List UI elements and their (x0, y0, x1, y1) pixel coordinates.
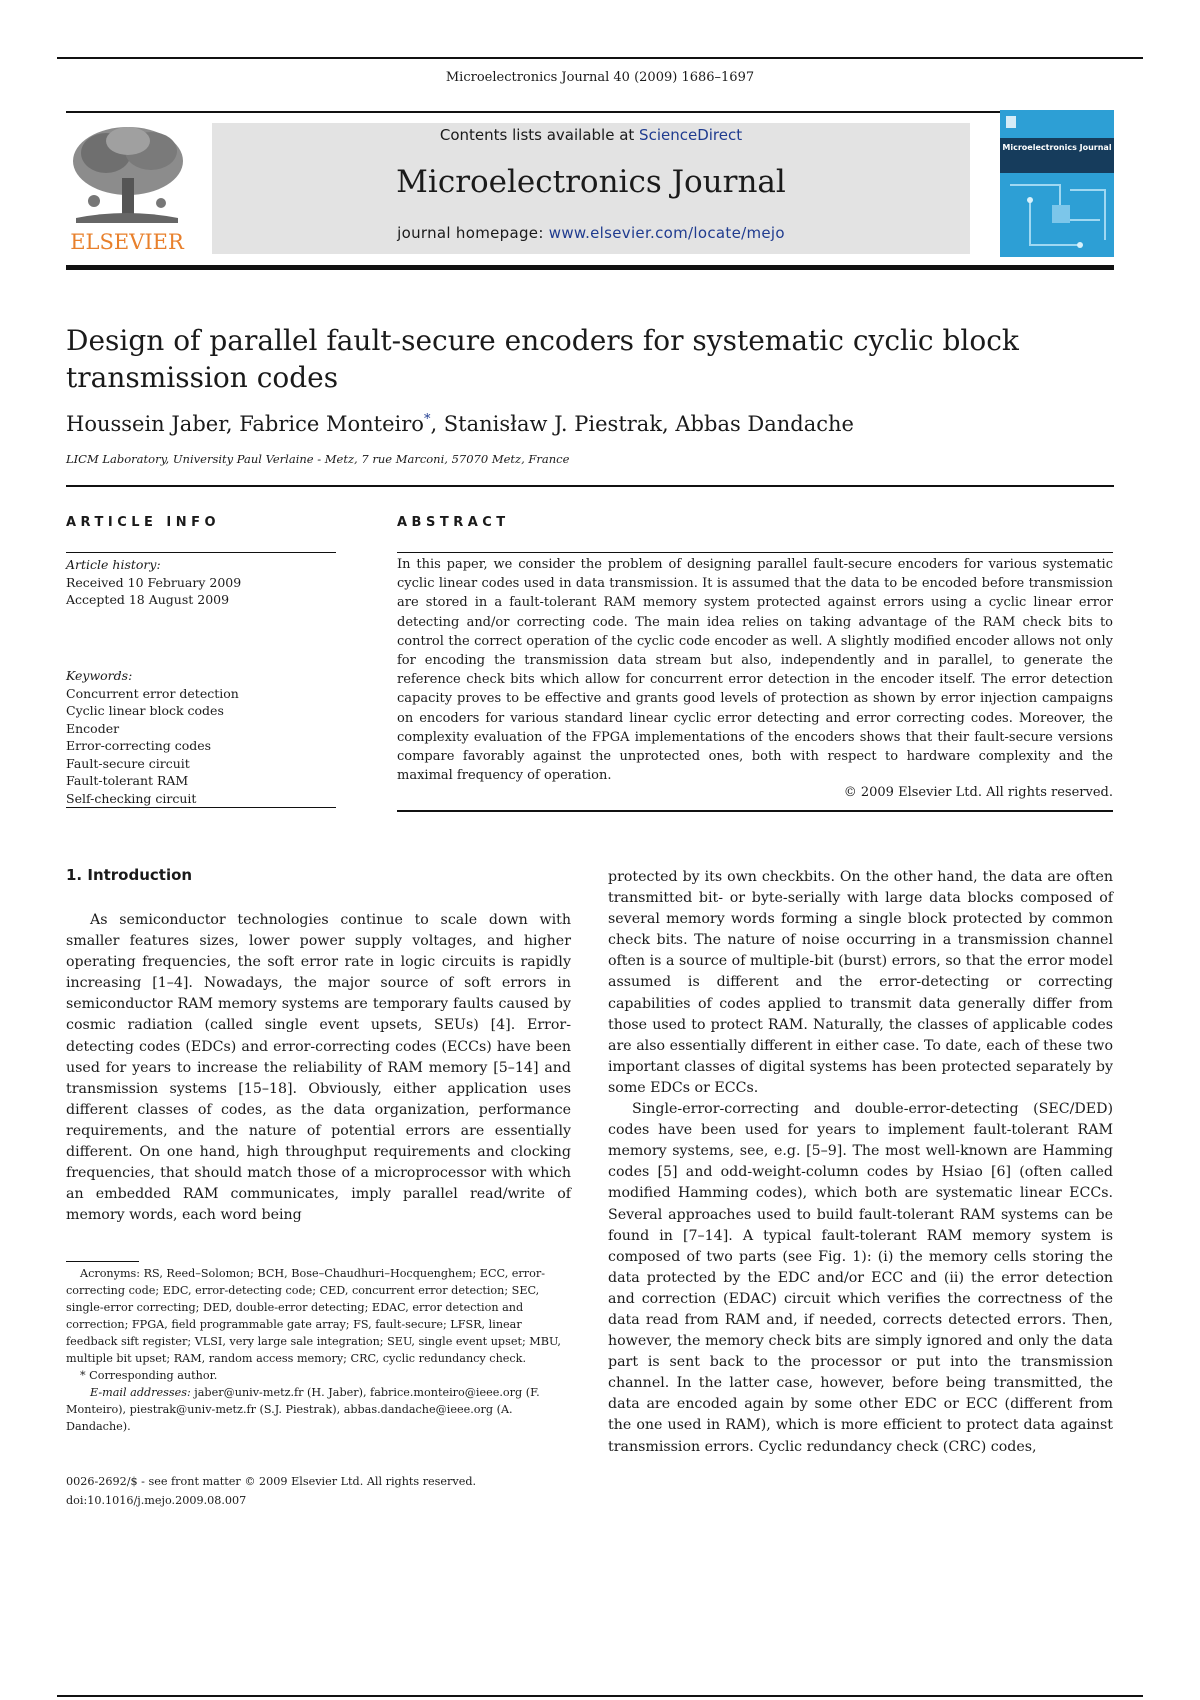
footnote-rule (66, 1261, 139, 1262)
elsevier-logo (66, 123, 188, 253)
circuit-pattern-icon (1000, 110, 1114, 257)
keywords-label: Keywords: (66, 668, 133, 683)
affiliation: LICM Laboratory, University Paul Verlaine - Metz, 7 rue Marconi, 57070 Metz, France (66, 452, 570, 466)
keyword-item: Encoder (66, 720, 120, 736)
article-info-heading: ARTICLE INFO (66, 515, 221, 530)
doi-line[interactable]: doi:10.1016/j.mejo.2009.08.007 (66, 1494, 247, 1507)
top-rule (57, 57, 1143, 59)
accepted-date: Accepted 18 August 2009 (66, 592, 230, 607)
footnotes (66, 1265, 571, 1435)
header-top-rule (66, 111, 1114, 113)
keyword-item: Fault-tolerant RAM (66, 773, 189, 788)
corresponding-author-mark[interactable]: * (423, 412, 431, 427)
intro-paragraph: Single-error-correcting and double-error-detecting (SEC/DED) codes have been used for years to implement fault-tolerant RAM memory systems, see, e.g. [5–9]. The most well-known are Hamming codes [5] and odd-weight-column codes by Hsiao [6] (often called modified Hamming codes), which both are systematic linear ECCs. Several approaches used to build fault-tolerant RAM systems can be found in [7–14]. A typical fault-tolerant RAM memory system is composed of two parts (see Fig. 1): (i) the memory cells storing the data protected by the EDC and/or ECC and (ii) the error detection and correction (EDAC) circuit which verifies the correctness of the data read from RAM and, if needed, corrects detected errors. Then, however, the memory check bits are simply ignored and only the data part is sent back to the processor or put into the transmission channel. In the latter case, however, before being transmitted, the data are encoded again by some other EDC or ECC (different from the one used in RAM), which is more efficient to protect data against transmission errors. Cyclic redundancy check (CRC) codes, (608, 1101, 1113, 1455)
article-title: Design of parallel fault-secure encoders for systematic cyclic block transmission codes (66, 324, 1019, 394)
info-bottom-rule (66, 807, 336, 808)
journal-cover (1000, 110, 1114, 257)
history-label: Article history: (66, 557, 161, 572)
cover-title: Microelectronics Journal (1000, 138, 1114, 173)
header-bottom-rule (66, 265, 1114, 270)
intro-left-column (66, 910, 571, 1226)
acronyms-footnote: Acronyms: RS, Reed–Solomon; BCH, Bose–Chaudhuri–Hocquenghem; ECC, error-correcting code; EDC, error-detecting code; CED, concurrent error detection; SEC, single-error correcting; DED, double-error detecting; EDAC, error detection and correction; FPGA, field programmable gate array; FS, fault-secure; LFSR, linear feedback sift register; VLSI, very large sale integration; SEU, single event upset; MBU, multiple bit upset; RAM, random access memory; CRC, cyclic redundancy check. (66, 1267, 561, 1365)
title-bottom-rule (66, 485, 1114, 487)
intro-paragraph: As semiconductor technologies continue to scale down with smaller features sizes, lower power supply voltages, and higher operating frequencies, the soft error rate in logic circuits is rapidly increasing [1–4]. Nowadays, the major source of soft errors in semiconductor RAM memory systems are temporary faults caused by cosmic radiation (called single event upsets, SEUs) [4]. Error-detecting codes (EDCs) and error-correcting codes (ECCs) have been used for years to increase the reliability of RAM memory [5–14] and transmission systems [15–18]. Obviously, either application uses different classes of codes, as the data organization, performance requirements, and the nature of potential errors are essentially different. On one hand, high throughput requirements and clocking frequencies, that should match those of a microprocessor with which an embedded RAM communicates, imply parallel read/write of memory words, each word being (66, 912, 571, 1224)
abstract-text: In this paper, we consider the problem of designing parallel fault-secure encoders for various systematic cyclic linear codes used in data transmission. It is assumed that the data to be encoded before transmission are stored in a fault-tolerant RAM memory system protected against errors using a cyclic linear error detecting and/or correcting code. The main idea relies on taking advantage of the RAM check bits to control the correct operation of the cyclic code encoder as well. A slightly modified encoder allows not only for encoding the transmission data stream but also, independently and in parallel, to generate the reference check bits which allow for concurrent error detection in the encoder itself. The error detection capacity proves to be effective and grants good levels of protection as shown by error injection campaigns on encoders for various standard linear cyclic error detecting and error correcting codes. Moreover, the complexity evaluation of the FPGA implementations of the encoders shows that their fault-secure versions compare favorably against the unprotected ones, both with respect to hardware complexity and the maximal frequency of operation. (397, 557, 1113, 784)
author-list: Houssein Jaber, Fabrice Monteiro*, Stanisław J. Piestrak, Abbas Dandache (66, 412, 854, 436)
keyword-item: Cyclic linear block codes (66, 703, 224, 718)
keywords-block (66, 667, 336, 807)
info-rule (66, 552, 336, 553)
page-bottom-rule (57, 1695, 1143, 1697)
journal-banner (212, 123, 970, 254)
journal-homepage: journal homepage: www.elsevier.com/locate/mejo (397, 224, 785, 242)
article-history (66, 556, 336, 609)
journal-citation: Microelectronics Journal 40 (2009) 1686–1697 (445, 70, 755, 85)
corresponding-author-note: * Corresponding author. (80, 1369, 218, 1382)
keyword-item: Self-checking circuit (66, 790, 197, 806)
homepage-link[interactable]: www.elsevier.com/locate/mejo (548, 224, 785, 242)
email-footnote: E-mail addresses: jaber@univ-metz.fr (H. Jaber), fabrice.monteiro@ieee.org (F. Monteiro), piestrak@univ-metz.fr (S.J. Piestrak), abbas.dandache@ieee.org (A. Dandache). (66, 1386, 540, 1433)
elsevier-tree-icon (66, 123, 188, 253)
sciencedirect-link[interactable]: ScienceDirect (639, 126, 743, 144)
contents-availability: Contents lists available at ScienceDirect (439, 126, 743, 144)
issn-line: 0026-2692/$ - see front matter © 2009 Elsevier Ltd. All rights reserved. (66, 1475, 477, 1488)
keyword-item: Fault-secure circuit (66, 755, 190, 771)
issn-block (66, 1472, 571, 1510)
introduction-heading: 1. Introduction (66, 866, 193, 884)
email-addresses[interactable]: jaber@univ-metz.fr (H. Jaber), fabrice.monteiro@ieee.org (F. Monteiro), piestrak@univ-metz.fr (S.J. Piestrak), abbas.dandache@ieee.org (A. Dandache). (66, 1386, 540, 1433)
abstract-rule (397, 552, 1113, 553)
intro-paragraph: protected by its own checkbits. On the other hand, the data are often transmitted bit- or byte-serially with large data blocks composed of several memory words forming a single block protected by common check bits. The nature of noise occurring in a transmission channel often is a source of multiple-bit (burst) errors, so that the error model assumed is different and the error-detecting or correcting capabilities of codes applied to transmit data generally differ from those used to protect RAM. Naturally, the classes of applicable codes are also essentially different in either case. To date, each of these two important classes of digital systems has been protected separately by some EDCs or ECCs. (608, 869, 1113, 1096)
keyword-item: Error-correcting codes (66, 738, 212, 753)
abstract-copyright: © 2009 Elsevier Ltd. All rights reserved. (843, 785, 1113, 800)
intro-right-column (608, 867, 1113, 1458)
svg-text:ELSEVIER: ELSEVIER (70, 230, 184, 253)
abstract-heading: ABSTRACT (397, 515, 510, 530)
keyword-item: Concurrent error detection (66, 685, 239, 701)
received-date: Received 10 February 2009 (66, 574, 242, 590)
abstract-bottom-rule (397, 810, 1113, 812)
journal-name: Microelectronics Journal (396, 164, 786, 200)
